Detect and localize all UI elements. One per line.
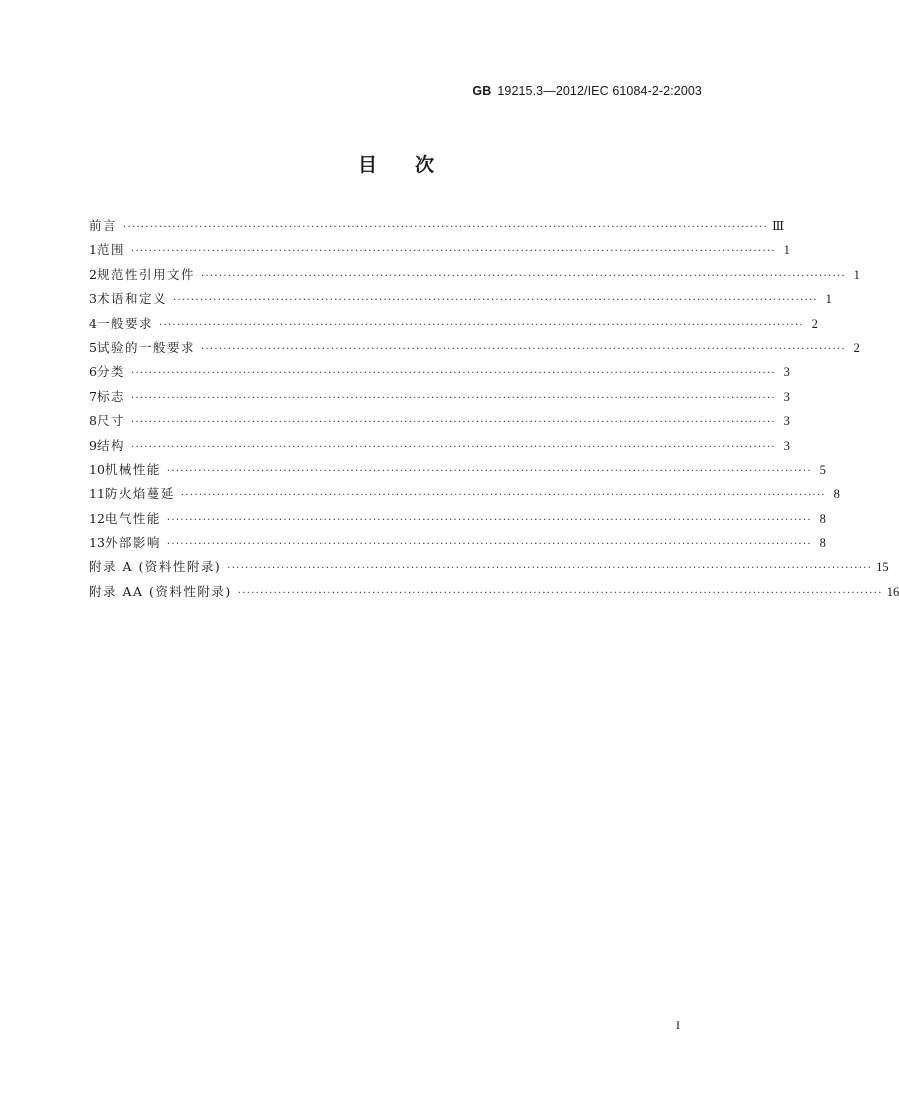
toc-entry-7[interactable] [89, 385, 790, 409]
toc-leader-dots: ················································································································································ [227, 563, 873, 575]
toc-entry-1[interactable] [89, 238, 790, 262]
toc-leader-dots: ················································································································································ [123, 222, 768, 233]
toc-leader-dots: ················································································································································ [200, 270, 846, 282]
toc-entry-page: 1 [783, 243, 790, 258]
toc-leader-dots: ················································································································································ [130, 441, 776, 453]
toc-entry-number: 13 [89, 535, 105, 551]
toc-entry-number: 1 [89, 242, 97, 258]
toc-entry-page: 2 [811, 316, 818, 331]
toc-entry-page: 1 [853, 267, 860, 282]
toc-leader-dots: ················································································································································ [180, 490, 826, 502]
toc-entry-label: 规范性引用文件 [96, 266, 195, 282]
standard-code-header [472, 84, 702, 98]
toc-entry-page: Ⅲ [771, 219, 785, 233]
toc-entry-label: 范围 [96, 242, 125, 258]
toc-entry-page: 1 [825, 292, 832, 307]
toc-leader-dots: ················································································································································ [130, 392, 776, 404]
toc-entry-number: 11 [89, 486, 105, 502]
toc-entry-page: 8 [819, 511, 826, 526]
toc-leader-dots: ················································································································································ [166, 465, 812, 477]
toc-entry-page: 3 [783, 438, 790, 453]
toc-entry-number: 12 [89, 510, 105, 526]
toc-leader-dots: ················································································································································ [237, 587, 883, 599]
table-of-contents [89, 214, 899, 604]
toc-entry-11[interactable] [89, 482, 840, 506]
page-number: I [676, 1018, 680, 1032]
toc-leader-dots: ················································································································································ [172, 295, 818, 307]
toc-entry-label: 一般要求 [96, 315, 153, 331]
toc-entry-number: 5 [89, 339, 97, 355]
toc-entry-12[interactable] [89, 507, 826, 531]
toc-entry-annex-a[interactable] [89, 555, 889, 579]
toc-entry-label: 前言 [89, 218, 118, 233]
toc-entry-page: 15 [876, 560, 889, 575]
toc-entry-label: 术语和定义 [96, 291, 167, 307]
toc-entry-label: 标志 [96, 388, 125, 404]
toc-entry-8[interactable] [89, 409, 790, 433]
toc-entry-4[interactable] [89, 312, 818, 336]
toc-leader-dots: ················································································································································ [200, 343, 846, 355]
standard-prefix: GB [472, 84, 492, 98]
toc-entry-9[interactable] [89, 434, 790, 458]
toc-entry-label: 附录 A (资料性附录) [89, 559, 222, 575]
toc-entry-label: 防火焰蔓延 [104, 486, 175, 502]
toc-entry-3[interactable] [89, 287, 832, 311]
toc-entry-6[interactable] [89, 360, 790, 384]
toc-leader-dots: ················································································································································ [130, 368, 776, 380]
toc-entry-annex-aa[interactable] [89, 580, 899, 604]
toc-entry-number: 4 [89, 315, 97, 331]
toc-entry-label: 尺寸 [96, 413, 125, 429]
toc-leader-dots: ················································································································································ [166, 514, 812, 526]
toc-entry-page: 3 [783, 414, 790, 429]
toc-leader-dots: ················································································································································ [166, 539, 812, 551]
toc-entry-number: 3 [89, 291, 97, 307]
toc-entry-label: 机械性能 [104, 461, 161, 477]
toc-entry-page: 3 [783, 365, 790, 380]
toc-entry-page: 5 [819, 462, 826, 477]
toc-entry-page: 3 [783, 389, 790, 404]
toc-entry-label: 电气性能 [104, 510, 161, 526]
toc-entry-page: 16 [886, 584, 899, 599]
toc-leader-dots: ················································································································································ [130, 417, 776, 429]
toc-entry-number: 9 [89, 437, 97, 453]
toc-entry-10[interactable] [89, 458, 826, 482]
toc-entry-label: 附录 AA (资料性附录) [89, 583, 232, 599]
toc-entry-page: 8 [819, 536, 826, 551]
page-title: 目次 [357, 154, 472, 176]
toc-entry-13[interactable] [89, 531, 826, 555]
toc-entry-label: 外部影响 [104, 535, 161, 551]
toc-entry-foreword[interactable] [89, 214, 785, 238]
toc-entry-number: 2 [89, 266, 97, 282]
toc-entry-number: 10 [89, 461, 105, 477]
toc-entry-label: 试验的一般要求 [96, 339, 195, 355]
toc-entry-number: 7 [89, 388, 97, 404]
toc-entry-label: 结构 [96, 437, 125, 453]
toc-entry-label: 分类 [96, 364, 125, 380]
toc-entry-5[interactable] [89, 336, 860, 360]
toc-entry-number: 6 [89, 364, 97, 380]
toc-leader-dots: ················································································································································ [158, 319, 804, 331]
toc-entry-page: 8 [833, 487, 840, 502]
toc-entry-number: 8 [89, 413, 97, 429]
toc-entry-2[interactable] [89, 263, 860, 287]
toc-entry-page: 2 [853, 340, 860, 355]
toc-leader-dots: ················································································································································ [130, 246, 776, 258]
standard-number: 19215.3—2012/IEC 61084-2-2:2003 [497, 84, 702, 98]
